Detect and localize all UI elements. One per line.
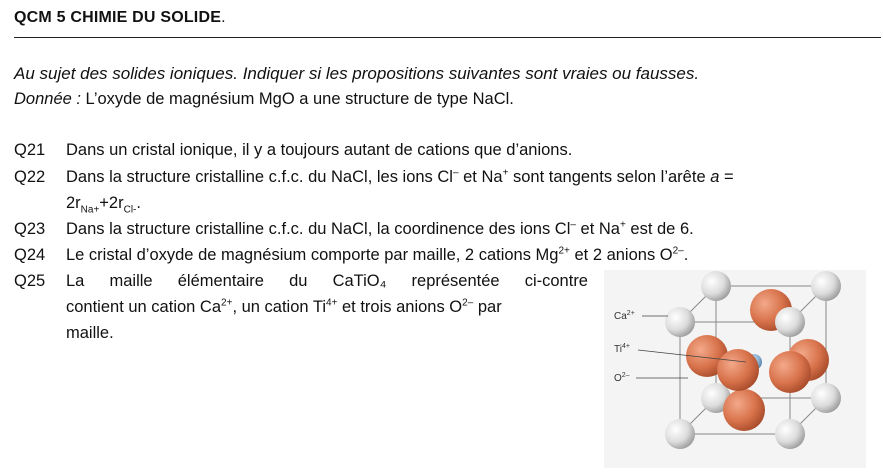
question-q25-continued-2: maille. <box>66 324 114 342</box>
question-q22-continued: $2r_{Na+}+2r_{Cl-}$. <box>66 194 141 216</box>
title-divider <box>14 37 881 38</box>
question-text: Le cristal d’oxyde de magnésium comporte par maille, 2 cations $Mg^{2+}$ et 2 anions $O^{2-}$. <box>66 245 689 264</box>
question-q25-continued: contient un cation $Ca^{2+}$, un cation $Ti^{4+}$ et trois anions $O^{2-}$ par <box>66 297 502 316</box>
donnee-line <box>14 90 514 109</box>
question-text: Dans la structure cristalline c.f.c. du NaCl, les ions Cl– et Na+ sont tangents selon l’arête a = <box>66 167 734 186</box>
calcium-ion <box>665 307 695 337</box>
label-titanium: $Ti^{4+}$ <box>614 343 630 355</box>
question-number: Q22 <box>14 168 46 186</box>
question-q21 <box>14 141 572 160</box>
oxygen-ion <box>769 351 811 393</box>
question-q22 <box>14 168 874 187</box>
oxygen-ion <box>717 349 759 391</box>
donnee-text: L’oxyde de magnésium MgO a une structure de type NaCl. <box>80 90 514 108</box>
question-q23 <box>14 220 694 239</box>
question-text: La maille élémentaire du CaTiO₄ représentée ci-contre <box>66 272 588 290</box>
calcium-ion <box>701 271 731 301</box>
calcium-ion <box>811 383 841 413</box>
question-text: Dans un cristal ionique, il y a toujours autant de cations que d’anions. <box>66 141 573 159</box>
page-title: QCM 5 CHIMIE DU SOLIDE. <box>14 9 226 26</box>
donnee-label: Donnée : <box>14 90 81 108</box>
label-calcium: $Ca^{2+}$ <box>614 310 635 322</box>
calcium-ion <box>775 307 805 337</box>
question-number: Q23 <box>14 220 46 238</box>
calcium-ion <box>665 419 695 449</box>
calcium-ion <box>811 271 841 301</box>
question-text: Dans la structure cristalline c.f.c. du NaCl, la coordinence des ions Cl– et Na+ est de 6. <box>66 219 694 238</box>
question-number: Q25 <box>14 272 46 290</box>
oxygen-ion <box>723 389 765 431</box>
calcium-ion <box>775 419 805 449</box>
question-q25 <box>14 272 588 291</box>
question-number: Q21 <box>14 141 46 159</box>
perovskite-unit-cell-figure <box>604 270 866 468</box>
question-q24 <box>14 246 688 265</box>
instruction-text: Au sujet des solides ioniques. Indiquer si les propositions suivantes sont vraies ou fausses. <box>14 64 700 83</box>
question-number: Q24 <box>14 246 46 264</box>
label-oxygen: $O^{2-}$ <box>614 372 630 384</box>
